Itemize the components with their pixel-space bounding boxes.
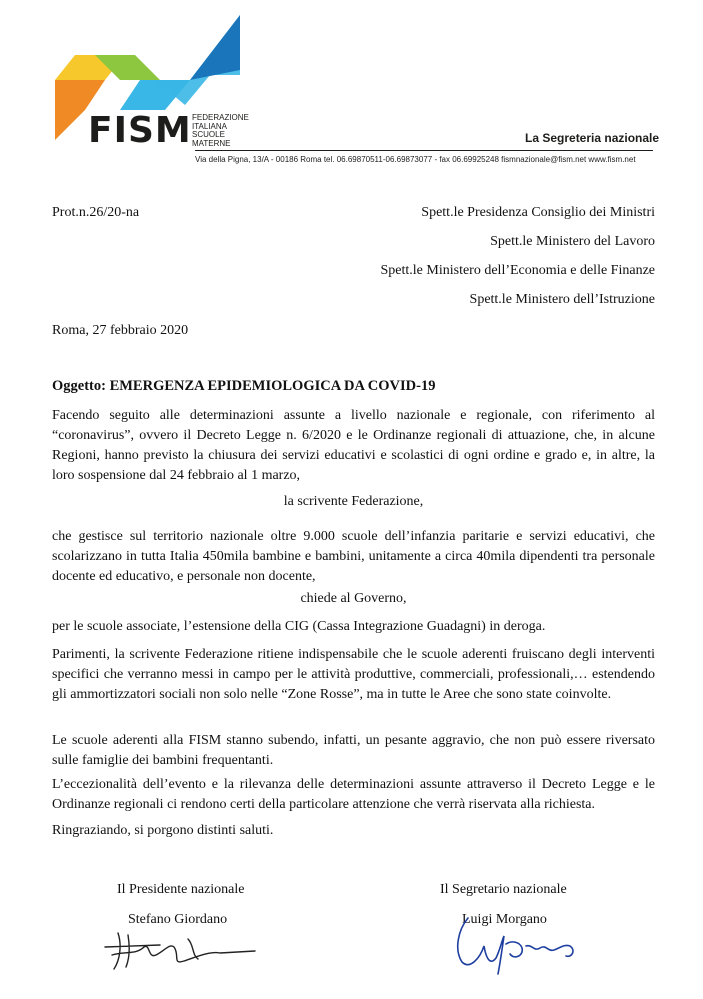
handwritten-signature-left	[100, 925, 260, 975]
recipient: Spett.le Ministero del Lavoro	[490, 234, 655, 249]
centered-line: la scrivente Federazione,	[283, 494, 424, 509]
logo-subtitle: FEDERAZIONE ITALIANA SCUOLE MATERNE	[192, 113, 249, 148]
centered-line: chiede al Governo,	[300, 591, 407, 606]
body-paragraph: che gestisce sul territorio nazionale oltre 9.000 scuole dell’infanzia paritarie e servizi educativi, che scolarizzano in tutta Italia 450mila bambine e bambini, unitamente a circa 40mila dipendenti tra personale docente ed educativo, e personale non docente,	[52, 529, 655, 584]
body-paragraph: per le scuole associate, l’estensione della CIG (Cassa Integrazione Guadagni) in deroga.	[52, 619, 546, 634]
recipient: Spett.le Ministero dell’Istruzione	[469, 292, 655, 307]
signature-title-right: Il Segretario nazionale	[440, 882, 567, 897]
header-divider	[195, 150, 653, 151]
letter-date: Roma, 27 febbraio 2020	[52, 323, 189, 338]
letter-subject: Oggetto: EMERGENZA EPIDEMIOLOGICA DA COVID-19	[52, 378, 436, 394]
handwritten-signature-right	[450, 910, 590, 980]
recipient: Spett.le Presidenza Consiglio dei Ministri	[421, 205, 655, 220]
body-paragraph: L’eccezionalità dell’evento e la rilevanza delle determinazioni assunte attraverso il Decreto Legge e le Ordinanze regionali ci rendono certi della particolare attenzione che verrà riservata alla richiesta.	[52, 777, 655, 812]
contact-address: Via della Pigna, 13/A - 00186 Roma tel. 06.69870511-06.69873077 - fax 06.69925248 fismnazionale@fism.net www.fism.net	[195, 155, 636, 164]
signature-name-right: Luigi Morgano	[462, 912, 547, 927]
logo-wordmark: FISM	[88, 110, 192, 151]
closing-line: Ringraziando, si porgono distinti saluti.	[52, 823, 274, 838]
signature-title-left: Il Presidente nazionale	[117, 882, 245, 897]
signature-name-left: Stefano Giordano	[128, 912, 228, 927]
recipient: Spett.le Ministero dell’Economia e delle Finanze	[380, 263, 655, 278]
recipients-block	[381, 205, 655, 321]
body-paragraph: Parimenti, la scrivente Federazione ritiene indispensabile che le scuole aderenti fruiscano degli interventi specifici che verranno messi in campo per le attività produttive, commerciali, professionali,… estendendo gli ammortizzatori sociali non solo nelle “Zone Rosse”, ma in tutte le Aree che sono state coinvolte.	[52, 647, 655, 702]
protocol-number: Prot.n.26/20-na	[52, 205, 140, 220]
segreteria-label: La Segreteria nazionale	[525, 131, 660, 145]
body-paragraph: Le scuole aderenti alla FISM stanno subendo, infatti, un pesante aggravio, che non può essere riversato sulle famiglie dei bambini frequentanti.	[52, 733, 655, 768]
body-paragraph: Facendo seguito alle determinazioni assunte a livello nazionale e regionale, con riferimento al “coronavirus”, ovvero il Decreto Legge n. 6/2020 e le Ordinanze regionali di attuazione, che, in alcune Regioni, hanno previsto la chiusura dei servizi educativi e scolastici di ogni ordine e grado e, in altre, la loro sospensione dal 24 febbraio al 1 marzo,	[52, 408, 655, 483]
